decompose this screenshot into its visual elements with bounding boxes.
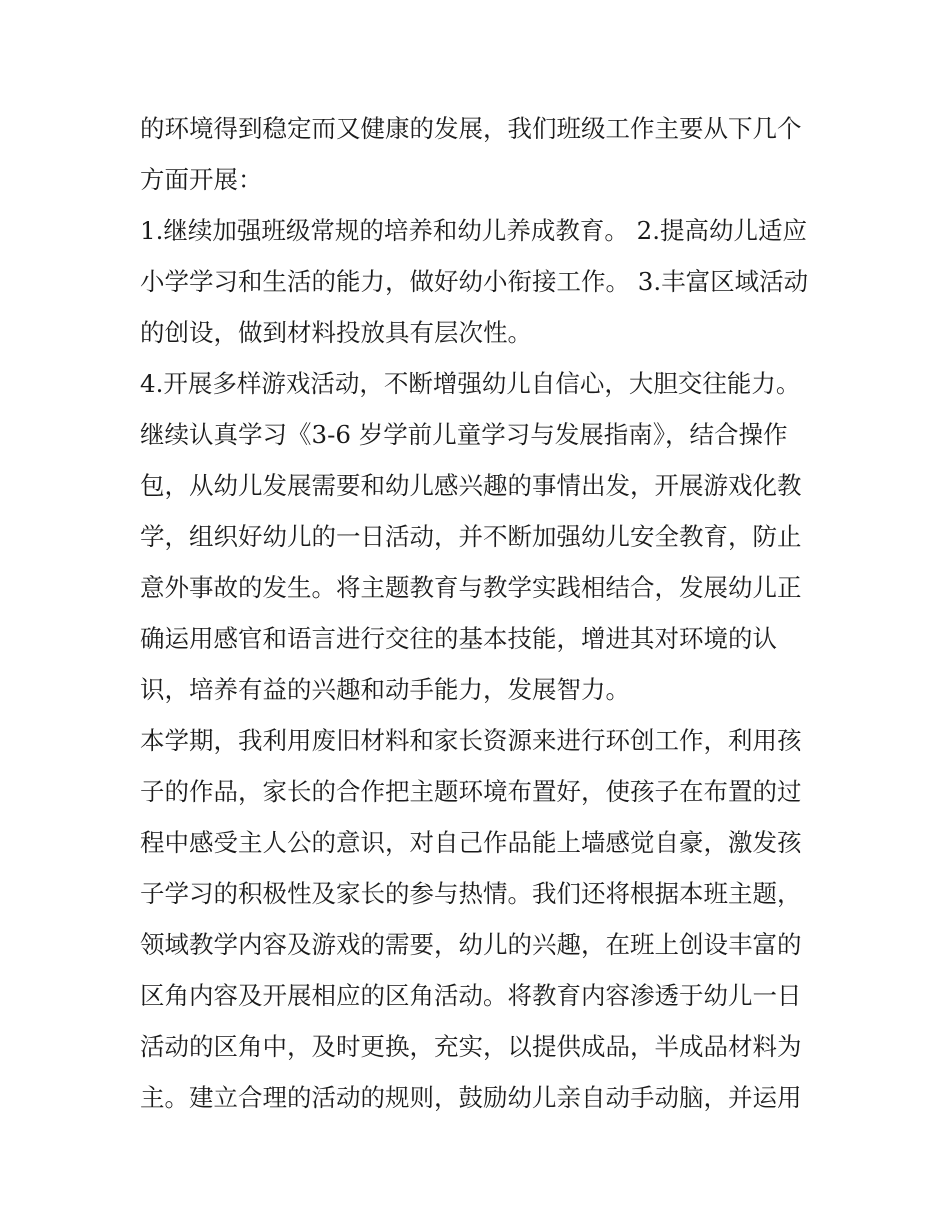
- text-line: 子的作品，家长的合作把主题环境布置好，使孩子在布置的过: [140, 777, 802, 806]
- text-line: 确运用感官和语言进行交往的基本技能，增进其对环境的认: [140, 624, 777, 653]
- text-line: 的创设，做到材料投放具有层次性。: [140, 318, 532, 347]
- document-body: [140, 103, 820, 1123]
- text-line: 子学习的积极性及家长的参与热情。我们还将根据本班主题，: [140, 879, 802, 908]
- text-line: 包，从幼儿发展需要和幼儿感兴趣的事情出发，开展游戏化教: [140, 471, 802, 500]
- text-line: 程中感受主人公的意识，对自己作品能上墙感觉自豪，激发孩: [140, 828, 802, 857]
- text-line: 继续认真学习《3-6 岁学前儿童学习与发展指南》，结合操作: [140, 420, 788, 449]
- text-line: 方面开展：: [140, 165, 263, 194]
- text-line: 意外事故的发生。将主题教育与教学实践相结合，发展幼儿正: [140, 573, 802, 602]
- text-line: 4.开展多样游戏活动，不断增强幼儿自信心，大胆交往能力。: [140, 369, 801, 398]
- text-line: 识，培养有益的兴趣和动手能力，发展智力。: [140, 675, 630, 704]
- text-line: 学，组织好幼儿的一日活动，并不断加强幼儿安全教育，防止: [140, 522, 802, 551]
- text-line: 区角内容及开展相应的区角活动。将教育内容渗透于幼儿一日: [140, 981, 802, 1010]
- text-line: 领域教学内容及游戏的需要，幼儿的兴趣，在班上创设丰富的: [140, 930, 802, 959]
- text-line: 小学学习和生活的能力，做好幼小衔接工作。 3.丰富区域活动: [140, 267, 809, 296]
- text-line: 主。建立合理的活动的规则，鼓励幼儿亲自动手动脑，并运用: [140, 1083, 802, 1112]
- text-line: 的环境得到稳定而又健康的发展，我们班级工作主要从下几个: [140, 114, 802, 143]
- text-line: 活动的区角中，及时更换，充实，以提供成品，半成品材料为: [140, 1032, 802, 1061]
- text-line: 本学期，我利用废旧材料和家长资源来进行环创工作，利用孩: [140, 726, 802, 755]
- text-line: 1.继续加强班级常规的培养和幼儿养成教育。 2.提高幼儿适应: [140, 216, 808, 245]
